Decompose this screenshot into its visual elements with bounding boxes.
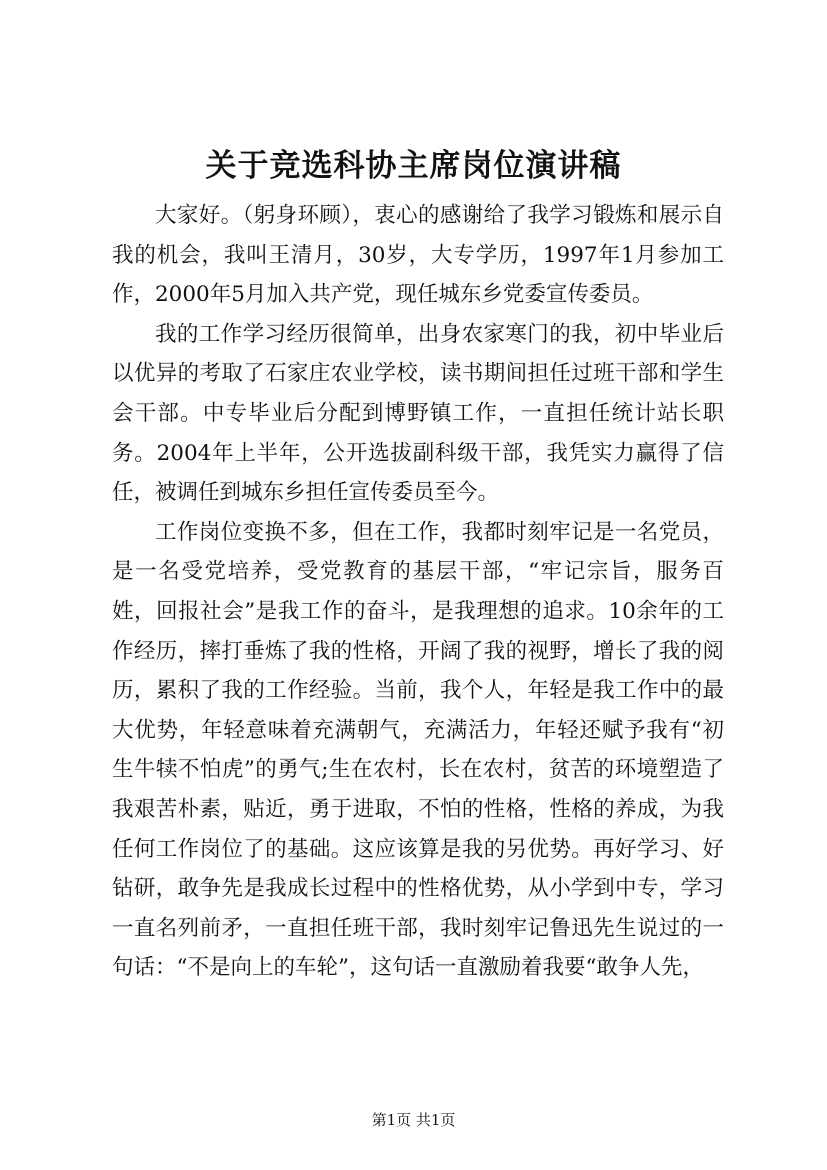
paragraph-1: 大家好。（躬身环顾），衷心的感谢给了我学习锻炼和展示自我的机会，我叫王清月，30岁，大专学历，1997年1月参加工作，2000年5月加入共产党，现任城东乡党委宣传委员。 <box>112 203 724 308</box>
paragraph-2: 我的工作学习经历很简单，出身农家寒门的我，初中毕业后以优异的考取了石家庄农业学校，读书期间担任过班干部和学生会干部。中专毕业后分配到博野镇工作，一直担任统计站长职务。2004年上半年，公开选拔副科级干部，我凭实力赢得了信任，被调任到城东乡担任宣传委员至今。 <box>112 321 724 506</box>
document-title: 关于竞选科协主席岗位演讲稿 <box>205 148 622 184</box>
document-body <box>112 196 724 988</box>
paragraph-3: 工作岗位变换不多，但在工作，我都时刻牢记是一名党员，是一名受党培养，受党教育的基层干部，“牢记宗旨，服务百姓，回报社会”是我工作的奋斗，是我理想的追求。10余年的工作经历，摔打垂炼了我的性格，开阔了我的视野，增长了我的阅历，累积了我的工作经验。当前，我个人，年轻是我工作中的最大优势，年轻意味着充满朝气，充满活力，年轻还赋予我有“初生牛犊不怕虎”的勇气;生在农村，长在农村，贫苦的环境塑造了我艰苦朴素，贴近，勇于进取，不怕的性格，性格的养成，为我任何工作岗位了的基础。这应该算是我的另优势。再好学习、好钻研，敢争先是我成长过程中的性格优势，从小学到中专，学习一直名列前矛，一直担任班干部，我时刻牢记鲁迅先生说过的一句话：“不是向上的车轮”，这句话一直激励着我要“敢争人先， <box>112 519 724 981</box>
page-footer: 第1页 共1页 <box>371 1111 456 1129</box>
